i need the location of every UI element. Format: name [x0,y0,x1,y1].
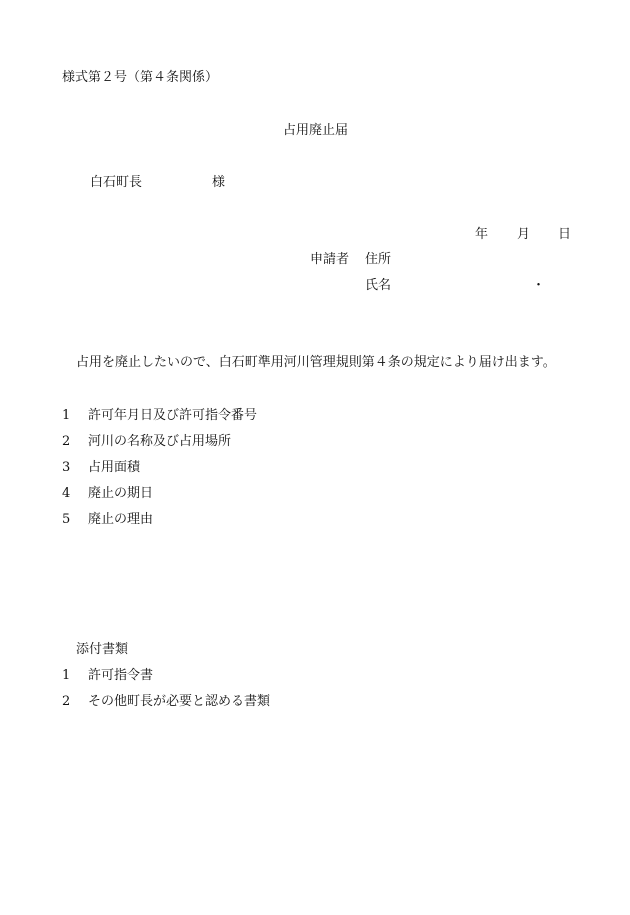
list-item [62,460,140,476]
list-item-label: 占用面積 [88,460,141,475]
date-day: 日 [558,227,572,242]
attachments-heading: 添付書類 [76,642,129,657]
seal-mark: ・ [532,278,546,293]
list-item [62,668,153,684]
list-item [62,408,257,424]
list-item-number: 4 [62,486,71,501]
list-item-number: 1 [62,668,71,683]
list-item-number: 5 [62,512,71,527]
page-title: 占用廃止届 [283,123,349,138]
list-item-number: 2 [62,434,71,449]
form-number: 様式第２号（第４条関係） [62,70,219,85]
date-year: 年 [475,227,489,242]
list-item-label: 廃止の理由 [88,512,154,527]
list-item-label: 許可指令書 [88,668,154,683]
list-item-number: 3 [62,460,71,475]
applicant-label: 申請者 [310,252,350,267]
list-item [62,694,270,710]
list-item-label: その他町長が必要と認める書類 [88,694,271,709]
list-item-number: 2 [62,694,71,709]
list-item-label: 河川の名称及び占用場所 [88,434,232,449]
applicant-address-label: 住所 [365,252,392,267]
date-month: 月 [517,227,531,242]
applicant-name-label: 氏名 [365,278,392,293]
addressee-honorific: 様 [212,175,226,190]
list-item-label: 許可年月日及び許可指令番号 [88,408,258,423]
list-item-label: 廃止の期日 [88,486,154,501]
list-item-number: 1 [62,408,71,423]
addressee-name: 白石町長 [90,175,143,190]
body-text: 占用を廃止したいので、白石町準用河川管理規則第４条の規定により届け出ます。 [76,355,556,370]
list-item [62,486,153,502]
list-item [62,434,231,450]
list-item [62,512,153,528]
